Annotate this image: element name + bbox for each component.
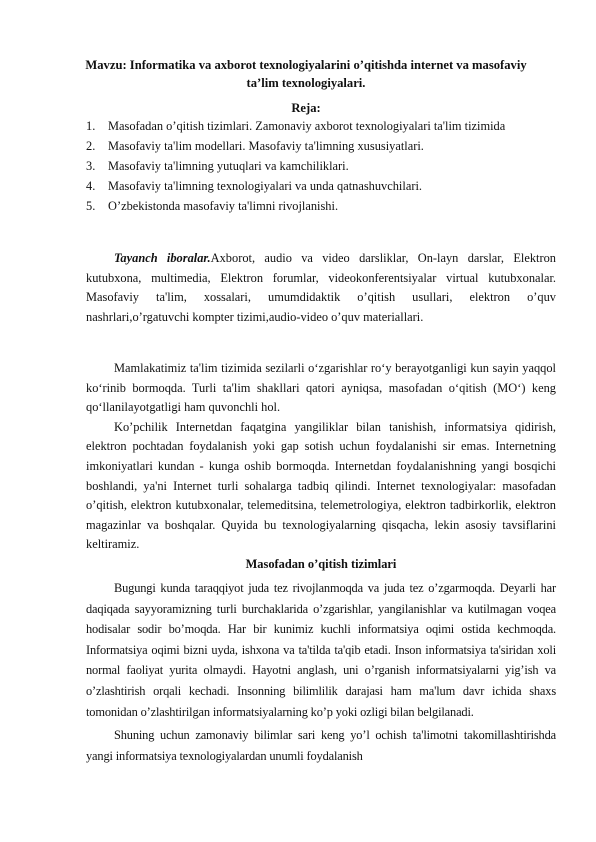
plan-item-text: Masofaviy ta'limning texnologiyalari va unda qatnashuvchilari.	[108, 179, 422, 193]
plan-item-number: 5.	[86, 199, 96, 213]
section-paragraph: Bugungi kunda taraqqiyot juda tez rivojlanmoqda va juda tez o’zgarmoqda. Deyarli har daqiqada sayyoramizning turli burchaklarida o’zgarishlar, yangilanishlar va kutilmagan voqea hodisalar sodir bo’moqda. Har bir kunimiz kuchli informatsiya oqimi ostida kechmoqda. Informatsiya oqimi bizni uyda, ishxona va ta'tilda ta'qib etadi. Inson informatsiya ta'siridan xoli normal faoliyat yurita olmaydi. Hayotni anglash, uni o’rganish informatsiyalarni yig’ish va o’zlashtirish orqali kechadi. Insonning bilimlilik darajasi ham ma'lum davr ichida shaxs tomonidan o’zlashtirilgan informatsiyalarning ko’p yoki ozligi bilan belgilanadi.	[86, 581, 556, 719]
plan-list	[86, 116, 566, 216]
section-heading: Masofadan o’qitish tizimlari	[245, 556, 397, 571]
document-title: Mavzu: Informatika va axborot texnologiyalarini o’qitishda internet va masofaviy ta’lim texnologiyalari.	[85, 58, 527, 90]
keywords-label: Tayanch iboralar.	[114, 251, 211, 265]
keywords-paragraph	[86, 249, 556, 327]
plan-item-number: 4.	[86, 179, 96, 193]
plan-item-number: 3.	[86, 159, 96, 173]
plan-item	[86, 136, 566, 156]
keywords-text: Axborot, audio va video darsliklar, On-layn darslar, Elektron kutubxona, multimedia, Elektron forumlar, videokonferentsiyalar virtual kutubxonalar. Masofaviy ta'lim, xossalari, umumdidaktik o’qitish usullari, elektron o’quv nashrlari,o’rgatuvchi kompter tizimi,audio-video o’quv materiallari.	[86, 251, 556, 324]
body-paragraph: Ko’pchilik Internetdan faqatgina yangiliklar bilan tanishish, informatsiya qidirish, elektron pochtadan foydalanish yoki gap sotish uchun foydalanishi sir emas. Internetning imkoniyatlari kundan - kunga oshib bormoqda. Internetdan foydalanishning yangi bosqichi boshlandi, ya'ni Internet turli sohalarga tadbiq qilindi. Internet texnologiyalar: masofadan o’qitish, elektron kutubxonalar, telemeditsina, telemetrologiya, elektron tadbirkorlik, elektron magazinlar va boshqalar. Quyida bu texnologiyalarning qisqacha, lekin asosiy tavsiflarini keltiramiz.	[86, 419, 556, 552]
plan-heading: Reja:	[291, 101, 321, 115]
body-paragraph: Mamlakatimiz ta'lim tizimida sezilarli o‘zgarishlar ro‘y berayotganligi kun sayin yaqqol ko‘rinib bormoqda. Turli ta'lim shakllari qatori ayniqsa, masofadan o‘qitish (MO‘) keng qo‘llanilayotgatligi ham quvonchli hol.	[86, 361, 556, 415]
plan-item-text: Masofadan o’qitish tizimlari. Zamonaviy axborot texnologiyalari ta'lim tizimida	[108, 119, 506, 133]
plan-item-number: 1.	[86, 119, 96, 133]
plan-item	[86, 176, 566, 196]
plan-item-number: 2.	[86, 139, 96, 153]
section-block	[86, 578, 556, 766]
plan-item	[86, 156, 566, 176]
plan-item	[86, 196, 566, 216]
plan-item	[86, 116, 566, 136]
plan-item-text: Masofaviy ta'lim modellari. Masofaviy ta'limning xususiyatlari.	[108, 139, 424, 153]
section-paragraph: Shuning uchun zamonaviy bilimlar sari keng yo’l ochish ta'limotni takomillashtirishda yangi informatsiya texnologiyalardan unumli foydalanish	[86, 728, 556, 763]
intro-block	[86, 359, 556, 574]
plan-item-text: O’zbekistonda masofaviy ta'limni rivojlanishi.	[108, 199, 339, 213]
keywords-block	[86, 249, 556, 327]
plan-item-text: Masofaviy ta'limning yutuqlari va kamchiliklari.	[108, 159, 349, 173]
